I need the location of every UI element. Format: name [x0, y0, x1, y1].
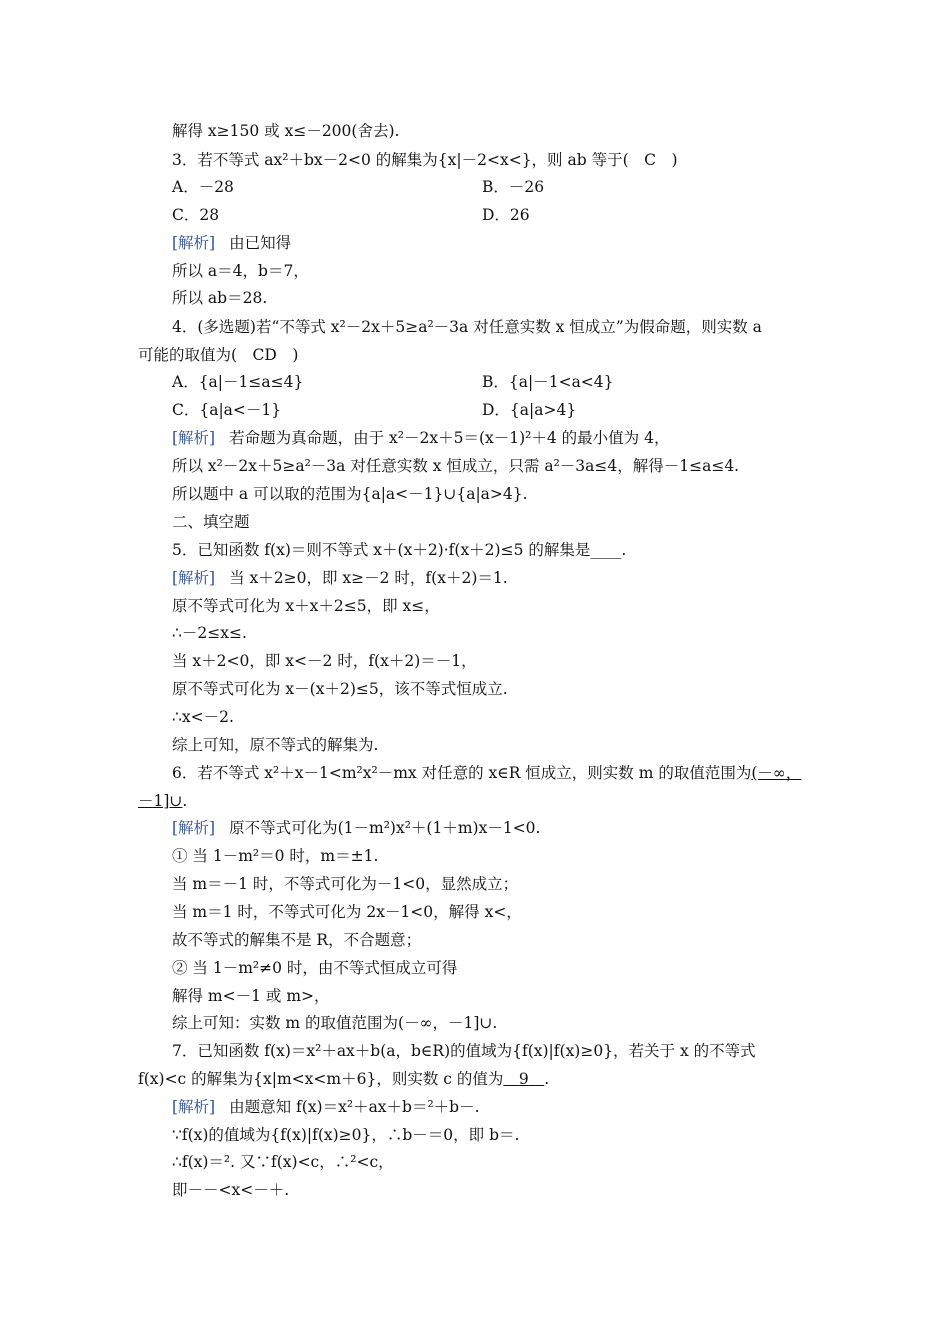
question-7-cont — [138, 1068, 549, 1090]
option-a: A．{a|－1≤a≤4} — [172, 373, 304, 391]
period: . — [182, 792, 188, 810]
text-line: 所以 x²－2x＋5≥a²－3a 对任意实数 x 恒成立，只需 a²－3a≤4，解得－1≤a≤4. — [172, 457, 740, 475]
option-d: D．26 — [482, 206, 530, 224]
analysis-text: 原不等式可化为(1－m²)x²＋(1＋m)x－1<0. — [229, 819, 541, 837]
analysis-line — [172, 232, 291, 254]
answer-value: 9 — [518, 1070, 529, 1088]
text-line: 当 m＝－1 时，不等式可化为－1<0，显然成立； — [172, 875, 519, 893]
analysis-line — [172, 1096, 480, 1118]
option-c: C．{a|a<－1} — [172, 401, 282, 419]
question-4: 4．(多选题)若“不等式 x²－2x＋5≥a²－3a 对任意实数 x 恒成立”为假命题，则实数 a — [172, 318, 762, 336]
analysis-tag: [解析] — [172, 819, 216, 837]
option-b: B．－26 — [482, 178, 545, 196]
analysis-tag: [解析] — [172, 569, 216, 587]
text-line: ② 当 1－m²≠0 时，由不等式恒成立可得 — [172, 959, 458, 977]
analysis-text: 若命题为真命题，由于 x²－2x＋5＝(x－1)²＋4 的最小值为 4， — [229, 429, 670, 447]
text-line: ① 当 1－m²＝0 时，m＝±1. — [172, 847, 379, 865]
question-6-text: 6．若不等式 x²＋x－1<m²x²－mx 对任意的 x∈R 恒成立，则实数 m 的取值范围为 — [172, 764, 752, 782]
text-line: ∴x<－2. — [172, 708, 234, 726]
question-5: 5．已知函数 f(x)＝则不等式 x＋(x＋2)·f(x＋2)≤5 的解集是____. — [172, 541, 627, 559]
option-c: C．28 — [172, 206, 220, 224]
option-a: A．－28 — [172, 178, 234, 196]
analysis-tag: [解析] — [172, 1098, 216, 1116]
analysis-line — [172, 817, 540, 839]
text-line: ∴－2≤x≤. — [172, 624, 247, 642]
answer-blank: －1]∪ — [138, 792, 183, 810]
text-line: 所以 a＝4，b＝7， — [172, 262, 309, 280]
text-line: 综上可知：实数 m 的取值范围为(－∞，－1]∪. — [172, 1014, 498, 1032]
section-heading: 二、填空题 — [172, 513, 250, 531]
analysis-line — [172, 427, 669, 449]
answer-blank — [503, 1070, 544, 1088]
answer-blank: (－∞， — [751, 764, 802, 782]
text-line: 解得 m<－1 或 m>， — [172, 987, 330, 1005]
question-6-cont — [138, 790, 187, 812]
analysis-text: 由题意知 f(x)＝x²＋ax＋b＝²＋b－. — [229, 1098, 480, 1116]
question-3: 3．若不等式 ax²＋bx－2<0 的解集为{x|－2<x<}，则 ab 等于( C ) — [172, 151, 678, 169]
analysis-tag: [解析] — [172, 234, 216, 252]
option-b: B．{a|－1<a<4} — [482, 373, 614, 391]
analysis-tag: [解析] — [172, 429, 216, 447]
text-line: 故不等式的解集不是 R，不合题意； — [172, 931, 422, 949]
question-7: 7．已知函数 f(x)＝x²＋ax＋b(a，b∈R)的值域为{f(x)|f(x)≥0}，若关于 x 的不等式 — [172, 1042, 756, 1060]
analysis-text: 当 x＋2≥0，即 x≥－2 时，f(x＋2)＝1. — [229, 569, 508, 587]
text-line: 当 x＋2<0，即 x<－2 时，f(x＋2)＝－1， — [172, 652, 477, 670]
question-7-text: f(x)<c 的解集为{x|m<x<m＋6}，则实数 c 的值为 — [138, 1070, 504, 1088]
text-line: 所以 ab＝28. — [172, 289, 268, 307]
text-line: 原不等式可化为 x＋x＋2≤5，即 x≤， — [172, 597, 440, 615]
text-line: 原不等式可化为 x－(x＋2)≤5，该不等式恒成立. — [172, 680, 508, 698]
text-line: ∵f(x)的值域为{f(x)|f(x)≥0}，∴b－＝0，即 b＝. — [172, 1126, 520, 1144]
text-line: 解得 x≥150 或 x≤－200(舍去). — [172, 122, 400, 140]
text-line: 当 m＝1 时，不等式可化为 2x－1<0，解得 x<， — [172, 903, 522, 921]
analysis-line — [172, 567, 508, 589]
question-4-cont: 可能的取值为( CD ) — [138, 346, 299, 364]
text-line: ∴f(x)＝². 又∵f(x)<c，∴²<c， — [172, 1153, 394, 1171]
period: . — [544, 1070, 550, 1088]
text-line: 即－－<x<－＋. — [172, 1181, 290, 1199]
text-line: 综上可知，原不等式的解集为. — [172, 736, 379, 754]
option-d: D．{a|a>4} — [482, 401, 577, 419]
question-6 — [172, 762, 801, 784]
text-line: 所以题中 a 可以取的范围为{a|a<－1}∪{a|a>4}. — [172, 485, 528, 503]
analysis-text: 由已知得 — [229, 234, 292, 252]
